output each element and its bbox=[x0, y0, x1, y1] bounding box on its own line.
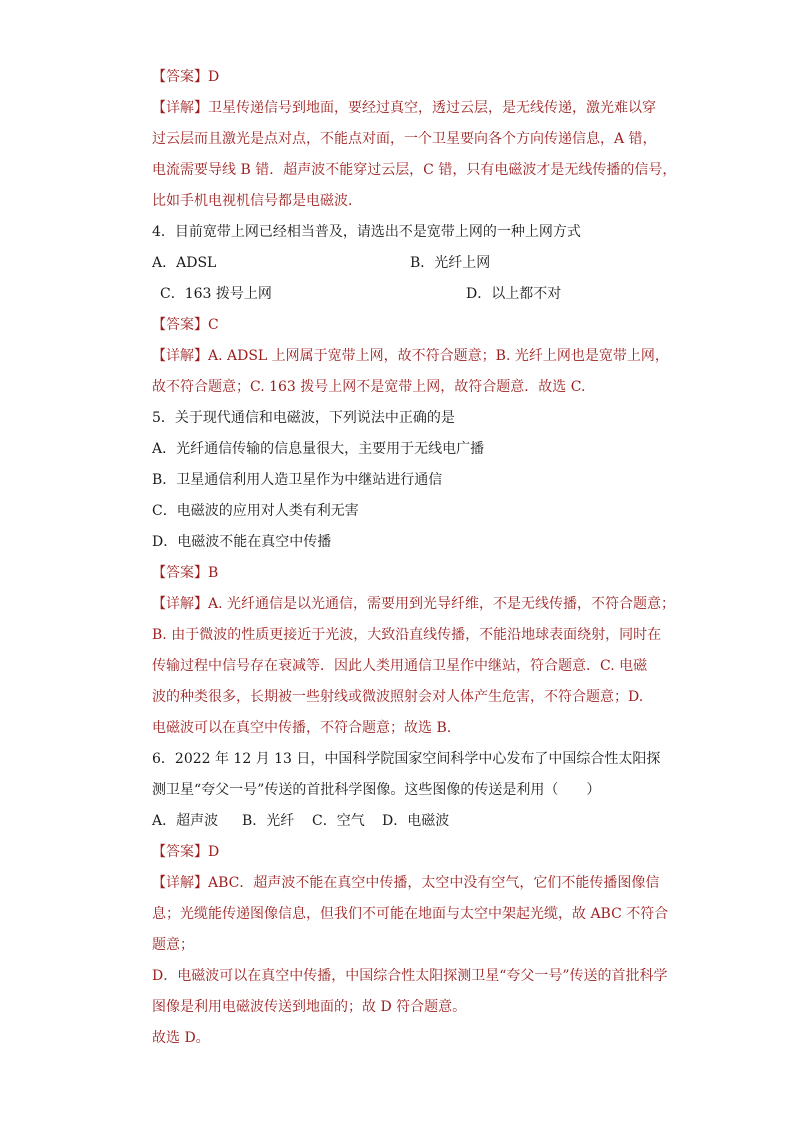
q5-option-d: D．电磁波不能在真空中传播 bbox=[152, 534, 332, 550]
q4-option-d: D．以上都不对 bbox=[466, 286, 562, 302]
q6-option-a: A．超声波 bbox=[152, 813, 219, 829]
q3-detail-line-3: 电流需要导线 B 错．超声波不能穿过云层，C 错，只有电磁波才是无线传播的信号， bbox=[152, 162, 677, 178]
q6-option-c: C．空气 bbox=[312, 813, 365, 829]
q4-question: 4．目前宽带上网已经相当普及，请选出不是宽带上网的一种上网方式 bbox=[152, 224, 581, 240]
q5-answer-value: B bbox=[208, 565, 219, 581]
q6-detail-line-3: 题意； bbox=[152, 937, 194, 953]
q4-option-a: A．ADSL bbox=[152, 255, 217, 271]
q6-detail-line-5: 图像是利用电磁波传送到地面的；故 D 符合题意。 bbox=[152, 999, 467, 1015]
q5-detail-line-3: 传输过程中信号存在衰减等．因此人类用通信卫星作中继站，符合题意．C. 电磁 bbox=[152, 658, 648, 674]
q5-detail-line-2: B. 由于微波的性质更接近于光波，大致沿直线传播，不能沿地球表面绕射，同时在 bbox=[152, 627, 662, 643]
q6-options-row bbox=[152, 806, 672, 837]
q6-question-line-1: 6．2022 年 12 月 13 日，中国科学院国家空间科学中心发布了中国综合性太阳探 bbox=[152, 751, 661, 767]
q3-detail-line-4: 比如手机电视机信号都是电磁波． bbox=[152, 193, 362, 209]
q4-option-c: C．163 拨号上网 bbox=[160, 286, 272, 302]
q6-option-b: B．光纤 bbox=[242, 813, 295, 829]
q5-option-c: C．电磁波的应用对人类有利无害 bbox=[152, 503, 359, 519]
q4-options-row-1 bbox=[152, 248, 672, 279]
q4-answer: 【答案】C bbox=[152, 317, 219, 333]
q6-question-line-2: 测卫星“夸父一号”传送的首批科学图像。这些图像的传送是利用（ ） bbox=[152, 782, 601, 798]
q3-answer bbox=[152, 62, 672, 93]
q6-answer-value: D bbox=[208, 844, 220, 860]
q5-detail-line-4: 波的种类很多，长期被一些射线或微波照射会对人体产生危害，不符合题意；D. bbox=[152, 689, 644, 705]
q6-detail-line-1: 【详解】ABC．超声波不能在真空中传播，太空中没有空气，它们不能传播图像信 bbox=[152, 875, 660, 891]
q5-answer: 【答案】B bbox=[152, 565, 219, 581]
q4-detail-line-1: 【详解】A. ADSL 上网属于宽带上网，故不符合题意；B. 光纤上网也是宽带上网， bbox=[152, 348, 669, 364]
document-page bbox=[152, 62, 677, 1054]
q5-question: 5．关于现代通信和电磁波，下列说法中正确的是 bbox=[152, 410, 455, 426]
q4-option-b: B．光纤上网 bbox=[410, 255, 491, 271]
q6-detail-line-4: D．电磁波可以在真空中传播，中国综合性太阳探测卫星“夸父一号”传送的首批科学 bbox=[152, 968, 668, 984]
q6-detail-line-2: 息；光缆能传递图像信息，但我们不可能在地面与太空中架起光缆，故 ABC 不符合 bbox=[152, 906, 669, 922]
q4-detail-line-2: 故不符合题意；C. 163 拨号上网不是宽带上网，故符合题意．故选 C. bbox=[152, 379, 586, 395]
q6-answer: 【答案】D bbox=[152, 844, 220, 860]
q5-option-b: B．卫星通信利用人造卫星作为中继站进行通信 bbox=[152, 472, 443, 488]
q6-detail-line-6: 故选 D。 bbox=[152, 1030, 210, 1046]
answer-label: 【答案】 bbox=[152, 69, 208, 85]
q4-answer-value: C bbox=[208, 317, 219, 333]
q4-options-row-2 bbox=[152, 279, 672, 310]
q3-detail-line-1: 【详解】卫星传递信号到地面，要经过真空，透过云层，是无线传递，激光难以穿 bbox=[152, 100, 656, 116]
q3-detail-line-2: 过云层而且激光是点对点，不能点对面，一个卫星要向各个方向传递信息，A 错， bbox=[152, 131, 657, 147]
q6-option-d: D．电磁波 bbox=[382, 813, 450, 829]
q5-detail-line-5: 电磁波可以在真空中传播，不符合题意；故选 B. bbox=[152, 720, 452, 736]
q5-detail-line-1: 【详解】A. 光纤通信是以光通信，需要用到光导纤维，不是无线传播，不符合题意； bbox=[152, 596, 676, 612]
q3-answer-value: D bbox=[208, 69, 220, 85]
q5-option-a: A．光纤通信传输的信息量很大，主要用于无线电广播 bbox=[152, 441, 485, 457]
detail-label: 【详解】 bbox=[152, 100, 208, 116]
